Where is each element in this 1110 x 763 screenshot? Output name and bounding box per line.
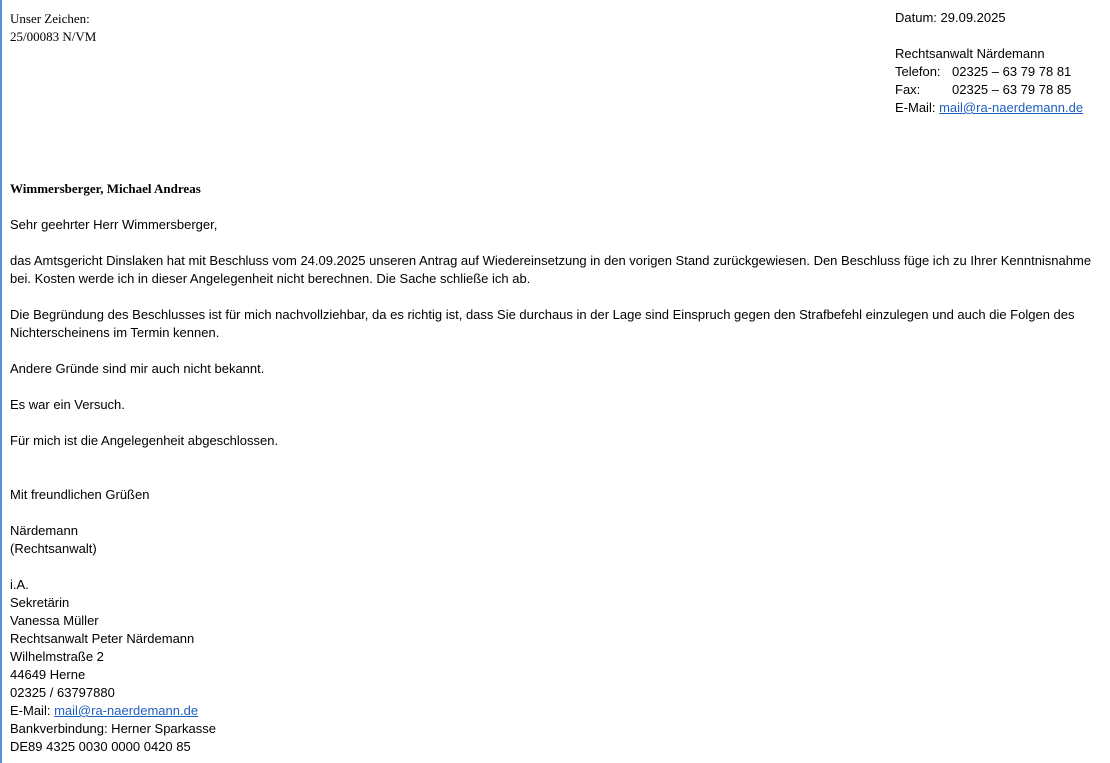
letter-date: Datum: 29.09.2025: [895, 10, 1006, 25]
footer-bank: Bankverbindung: Herner Sparkasse: [10, 721, 216, 736]
phone-value: 02325 – 63 79 78 81: [952, 64, 1072, 79]
paragraph: das Amtsgericht Dinslaken hat mit Beschluss vom 24.09.2025 unseren Antrag auf Wiedereinsetzung in den vorigen Stand zurückgewiesen. Den Beschluss füge ich zu Ihrer Kenntnisnahme bei. Kosten werde ich in dieser Angelegenheit nicht berechnen. Die Sache schließe ich ab.: [10, 253, 1092, 286]
document-left-border: [0, 0, 2, 763]
reference-label: Unser Zeichen:: [10, 11, 90, 26]
closing: Mit freundlichen Grüßen: [10, 487, 150, 502]
phone-row: [895, 63, 1083, 81]
salutation: Sehr geehrter Herr Wimmersberger,: [10, 217, 218, 232]
spacer: [10, 342, 1100, 360]
footer-phone: 02325 / 63797880: [10, 685, 115, 700]
footer-email-link[interactable]: mail@ra-naerdemann.de: [54, 703, 199, 718]
footer-city: 44649 Herne: [10, 667, 86, 682]
footer-ia: i.A.: [10, 577, 29, 592]
footer-name: Vanessa Müller: [10, 613, 99, 628]
spacer: [10, 558, 1100, 576]
email-label: E-Mail:: [895, 100, 936, 115]
email-row: [895, 99, 1083, 117]
spacer: [10, 288, 1100, 306]
footer-street: Wilhelmstraße 2: [10, 649, 104, 664]
signer-name: Närdemann: [10, 523, 78, 538]
paragraph: Es war ein Versuch.: [10, 397, 125, 412]
phone-label: Telefon:: [895, 64, 941, 79]
fax-value: 02325 – 63 79 78 85: [952, 82, 1072, 97]
reference-block: [10, 10, 96, 46]
sender-contact-block: [895, 9, 1083, 117]
spacer: [895, 27, 1083, 45]
signer-title: (Rechtsanwalt): [10, 541, 97, 556]
letter-body: [10, 180, 1100, 756]
spacer: [10, 234, 1100, 252]
paragraph: Andere Gründe sind mir auch nicht bekannt.: [10, 361, 265, 376]
fax-label: Fax:: [895, 82, 921, 97]
spacer: [10, 198, 1100, 216]
footer-office: Rechtsanwalt Peter Närdemann: [10, 631, 195, 646]
spacer: [10, 504, 1100, 522]
paragraph: Die Begründung des Beschlusses ist für mich nachvollziehbar, da es richtig ist, dass Sie durchaus in der Lage sind Einspruch gegen den Strafbefehl einzulegen und auch die Folgen des Nichterscheinens im Termin kennen.: [10, 307, 1075, 340]
paragraph: Für mich ist die Angelegenheit abgeschlossen.: [10, 433, 279, 448]
email-link[interactable]: mail@ra-naerdemann.de: [939, 100, 1084, 115]
fax-row: [895, 81, 1083, 99]
spacer: [10, 378, 1100, 396]
spacer: [10, 414, 1100, 432]
reference-value: 25/00083 N/VM: [10, 29, 97, 44]
footer-iban: DE89 4325 0030 0000 0420 85: [10, 739, 191, 754]
recipient-name: Wimmersberger, Michael Andreas: [10, 181, 201, 196]
footer-role: Sekretärin: [10, 595, 70, 610]
footer-email-row: [10, 702, 1100, 720]
spacer: [10, 450, 1100, 486]
footer-email-label: E-Mail:: [10, 703, 51, 718]
sender-name: Rechtsanwalt Närdemann: [895, 46, 1045, 61]
